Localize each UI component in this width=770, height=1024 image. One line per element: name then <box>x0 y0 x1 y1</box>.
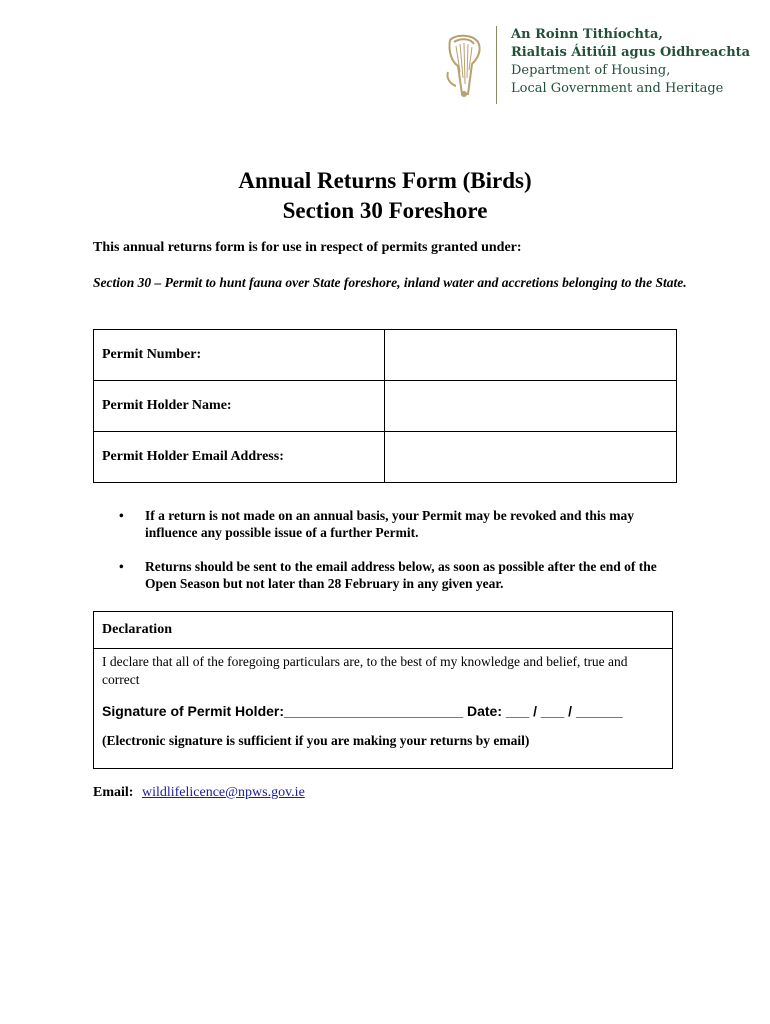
dept-line-irish-1: An Roinn Tithíochta, <box>511 27 663 42</box>
list-item <box>93 558 683 592</box>
intro-text: This annual returns form is for use in respect of permits granted under: <box>93 240 522 255</box>
bullet-icon: • <box>119 508 124 523</box>
dept-line-english-1: Department of Housing, <box>511 63 671 78</box>
title-line-2: Section 30 Foreshore <box>282 198 488 223</box>
harp-icon <box>442 32 486 98</box>
logo-divider <box>496 26 497 104</box>
dept-line-irish-2: Rialtais Áitiúil agus Oidhreachta <box>511 45 751 60</box>
title-line-1: Annual Returns Form (Birds) <box>238 168 532 193</box>
notice-list <box>93 507 683 609</box>
declaration-heading: Declaration <box>94 612 672 649</box>
table-row <box>94 330 677 381</box>
email-label: Email: <box>93 785 134 800</box>
declaration-box <box>93 611 673 769</box>
dept-line-english-2: Local Government and Heritage <box>511 81 724 96</box>
signature-date-line[interactable]: Signature of Permit Holder:_______________________ Date: ___ / ___ / ______ <box>102 703 623 719</box>
department-logo <box>440 26 751 106</box>
list-item <box>93 507 683 541</box>
email-line <box>93 785 305 801</box>
table-row <box>94 381 677 432</box>
table-row <box>94 432 677 483</box>
declaration-statement: I declare that all of the foregoing particulars are, to the best of my knowledge and belief, true and correct <box>102 654 628 687</box>
permit-number-field[interactable] <box>385 330 677 381</box>
permit-number-label: Permit Number: <box>94 330 385 381</box>
email-link[interactable]: wildlifelicence@npws.gov.ie <box>141 785 305 800</box>
section-description: Section 30 – Permit to hunt fauna over State foreshore, inland water and accretions belonging to the State. <box>93 275 687 290</box>
department-name <box>511 26 750 98</box>
notice-revocation: If a return is not made on an annual basis, your Permit may be revoked and this may influence any possible issue of a further Permit. <box>145 508 635 540</box>
permit-details-table <box>93 329 677 483</box>
page-title <box>0 166 770 226</box>
permit-holder-email-label: Permit Holder Email Address: <box>94 432 385 483</box>
permit-holder-name-label: Permit Holder Name: <box>94 381 385 432</box>
permit-holder-email-field[interactable] <box>385 432 677 483</box>
electronic-signature-note: (Electronic signature is sufficient if you are making your returns by email) <box>102 733 530 748</box>
notice-deadline: Returns should be sent to the email address below, as soon as possible after the end of the Open Season but not later than 28 February in any given year. <box>145 559 657 591</box>
permit-holder-name-field[interactable] <box>385 381 677 432</box>
bullet-icon: • <box>119 559 124 574</box>
